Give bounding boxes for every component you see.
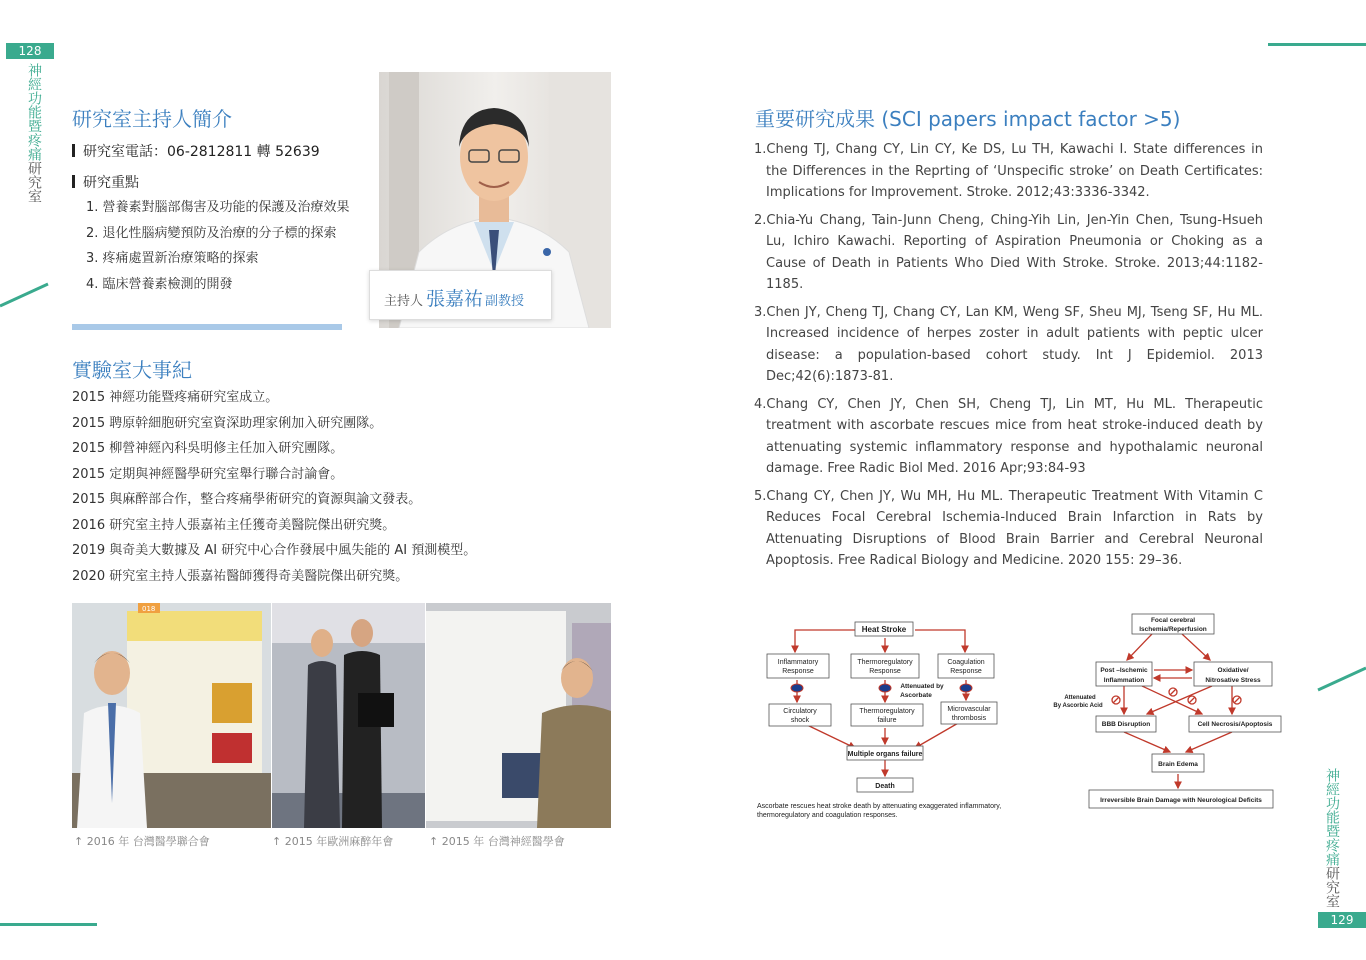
- page-number-left: 128: [6, 43, 54, 59]
- phone-value: 06-2812811 轉 52639: [167, 144, 320, 160]
- paper-item: 2.Chia-Yu Chang, Tain-Junn Cheng, Ching-Yih Lin, Jen-Yin Chen, Tsung-Hsueh Lu, Ichiro Kawachi. Reporting of Aspiration Pneumonia or Choking as a Cause of Death in Patients Who Died With Stroke. Stroke. 2013;44:1182-1185.: [754, 212, 1263, 292]
- left-side-title-dark: 研究室: [26, 161, 42, 203]
- page-number-right: 129: [1318, 912, 1366, 928]
- paper-item: 3.Chen JY, Cheng TJ, Chang CY, Lan KM, Weng SF, Sheu MJ, Tseng SF, Hu ML. Increased incidence of herpes zoster in adult patients with peptic ulcer disease: a population-based cohort study. Int J Epidemiol. 2013 Dec;42(6):1873-81.: [754, 304, 1263, 384]
- left-page-bottom-line: [0, 923, 97, 926]
- heat-r2-a1: Circulatory: [783, 708, 817, 715]
- right-side-title: [1325, 768, 1339, 908]
- section-divider: [72, 324, 342, 330]
- left-page-diagonal-deco: [0, 280, 50, 310]
- host-title: 副教授: [485, 294, 525, 309]
- left-side-title-green: 神經功能暨疼痛: [26, 63, 42, 161]
- host-heading: 研究室主持人簡介: [72, 107, 232, 131]
- heat-caption-2: thermoregulatory and coagulation responses.: [757, 812, 898, 819]
- list-item: 2020 研究室主持人張嘉祐醫師獲得奇美醫院傑出研究獎。: [72, 568, 409, 584]
- heat-r2-a2: shock: [790, 717, 810, 724]
- phone-row: [72, 141, 320, 161]
- right-side-title-dark: 研究室: [1324, 866, 1340, 908]
- heat-mof: Multiple organs failure: [847, 751, 923, 758]
- isch-right-2: Nitrosative Stress: [1205, 677, 1261, 684]
- heat-death: Death: [875, 783, 895, 790]
- isch-att-1: Attenuated: [1064, 695, 1096, 701]
- heat-r2-b1: Thermoregulatory: [859, 708, 915, 715]
- isch-left-1: Post –Ischemic: [1100, 667, 1148, 674]
- isch-necrosis: Cell Necrosis/Apoptosis: [1197, 721, 1273, 728]
- phone-label: 研究室電話：: [83, 144, 167, 160]
- heat-att-1: Attenuated by: [900, 683, 944, 690]
- isch-bbb: BBB Disruption: [1101, 721, 1151, 728]
- photo-caption-1: ↑ 2016 年 台灣醫學聯合會: [74, 835, 210, 848]
- list-item: 4. 臨床營養素檢測的開發: [86, 276, 233, 292]
- heat-r2-b2: failure: [877, 717, 897, 724]
- focus-row: [72, 172, 139, 192]
- isch-top-1: Focal cerebral: [1150, 617, 1196, 624]
- list-item: 2019 與奇美大數據及 AI 研究中心合作發展中風失能的 AI 預測模型。: [72, 543, 477, 558]
- isch-final: Irreversible Brain Damage with Neurological Deficits: [1100, 797, 1262, 804]
- right-side-title-green: 神經功能暨疼痛: [1324, 768, 1340, 866]
- isch-left-2: Inflammation: [1103, 677, 1145, 684]
- photo-caption-2: ↑ 2015 年歐洲麻醉年會: [272, 835, 394, 848]
- papers-list: [754, 139, 1263, 578]
- papers-heading: 重要研究成果 (SCI papers impact factor >5): [755, 107, 1181, 131]
- heat-stroke-diagram: [755, 612, 1030, 824]
- paper-item: 1.Cheng TJ, Chang CY, Lin CY, Ke DS, Lu TH, Kawachi I. State differences in the Differences in the Reprting of ‘Unspecific stroke’ on Death Certificates: Implications for Improvement. Stroke. 2012;43:3336-3342.: [754, 142, 1263, 200]
- host-name: 張嘉祐: [426, 288, 484, 310]
- isch-att-2: By Ascorbic Acid: [1053, 703, 1103, 709]
- focus-row-marker: [72, 175, 75, 188]
- events-list: [72, 386, 476, 590]
- conference-photos: [72, 603, 611, 828]
- isch-top-2: Ischemia/Reperfusion: [1139, 626, 1207, 633]
- heat-r1-a1: Inflammatory: [777, 659, 819, 666]
- phone-row-marker: [72, 144, 75, 157]
- isch-edema: Brain Edema: [1158, 761, 1198, 768]
- left-side-title: [27, 63, 41, 203]
- paper-item: 4.Chang CY, Chen JY, Chen SH, Cheng TJ, Lin MT, Hu ML. Therapeutic treatment with ascorbate rescues mice from heat stroke-induced death by attenuating systemic inflammatory response and hypothalamic neuronal damage. Free Radic Biol Med. 2016 Apr;93:84-93: [754, 396, 1263, 476]
- list-item: 2016 研究室主持人張嘉祐主任獲奇美醫院傑出研究獎。: [72, 517, 396, 533]
- list-item: 1. 營養素對腦部傷害及功能的保護及治療效果: [86, 200, 350, 215]
- list-item: 2015 柳營神經內科吳明修主任加入研究團隊。: [72, 441, 344, 456]
- heat-caption-1: Ascorbate rescues heat stroke death by attenuating exaggerated inflammatory,: [757, 803, 1002, 810]
- paper-item: 5.Chang CY, Chen JY, Wu MH, Hu ML. Therapeutic Treatment With Vitamin C Reduces Focal Cerebral Ischemia-Induced Brain Infarction in Rats by Attenuating Disruptions of Blood Brain Barrier and Cerebral Neuronal Apoptosis. Free Radical Biology and Medicine. 2020 155: 29–36.: [754, 488, 1263, 568]
- heat-r2-c2: thrombosis: [951, 715, 987, 722]
- host-name-card: [369, 270, 552, 320]
- isch-right-1: Oxidative/: [1217, 667, 1249, 674]
- focus-label: 研究重點: [83, 175, 139, 191]
- heat-r1-a2: Response: [782, 668, 814, 675]
- events-heading: 實驗室大事紀: [72, 358, 192, 382]
- right-page-diagonal-deco: [1316, 664, 1366, 694]
- photo-caption-3: ↑ 2015 年 台灣神經醫學會: [429, 835, 565, 848]
- conference-photo-1: [72, 603, 271, 828]
- research-focus-list: [86, 196, 350, 298]
- heat-r1-b1: Thermoregulatory: [857, 659, 913, 666]
- conference-photo-3: [426, 603, 611, 828]
- heat-r1-c1: Coagulation: [947, 659, 985, 666]
- heat-top: Heat Stroke: [861, 625, 907, 634]
- list-item: 2. 退化性腦病變預防及治療的分子標的探索: [86, 225, 337, 241]
- list-item: 3. 疼痛處置新治療策略的探索: [86, 251, 259, 266]
- list-item: 2015 聘原幹細胞研究室資深助理家俐加入研究團隊。: [72, 415, 383, 431]
- list-item: 2015 與麻醉部合作，整合疼痛學術研究的資源與論文發表。: [72, 492, 422, 507]
- heat-r1-b2: Response: [869, 668, 901, 675]
- list-item: 2015 神經功能暨疼痛研究室成立。: [72, 390, 279, 405]
- name-prefix: 主持人: [384, 294, 424, 309]
- heat-r2-c1: Microvascular: [947, 706, 991, 713]
- list-item: 2015 定期與神經醫學研究室舉行聯合討論會。: [72, 466, 344, 482]
- heat-r1-c2: Response: [950, 668, 982, 675]
- right-page-top-line: [1268, 43, 1366, 46]
- conference-photo-2: [272, 603, 425, 828]
- ischemia-diagram: [1052, 612, 1284, 812]
- poster-tag: 018: [142, 605, 156, 613]
- heat-att-2: Ascorbate: [900, 692, 932, 699]
